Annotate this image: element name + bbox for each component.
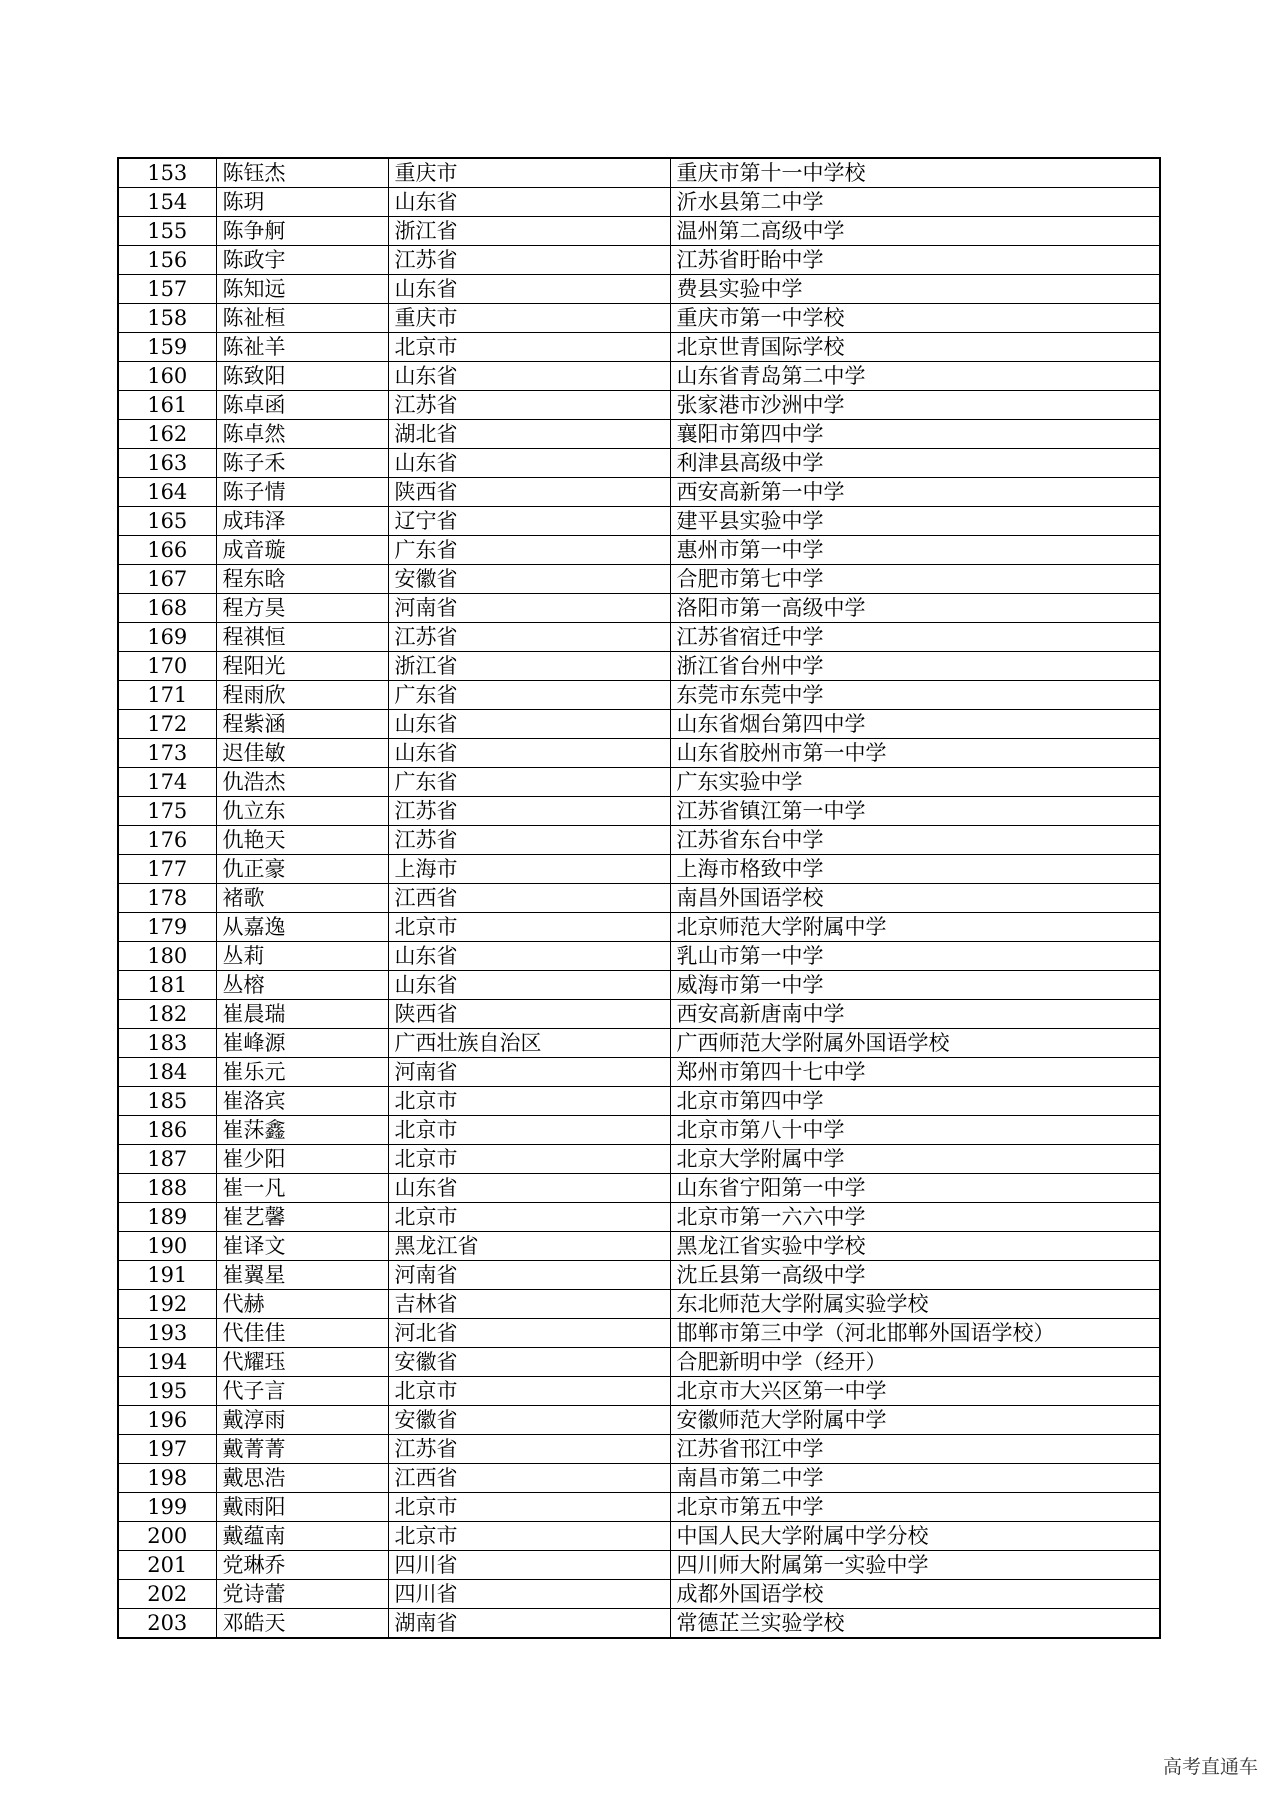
student-name-cell: 程阳光: [216, 652, 388, 681]
row-number-cell: 154: [118, 188, 216, 217]
student-name-cell: 程方昊: [216, 594, 388, 623]
row-number-cell: 190: [118, 1232, 216, 1261]
row-number-cell: 175: [118, 797, 216, 826]
province-cell: 重庆市: [388, 304, 670, 333]
province-cell: 辽宁省: [388, 507, 670, 536]
province-cell: 浙江省: [388, 652, 670, 681]
province-cell: 北京市: [388, 913, 670, 942]
school-name-cell: 威海市第一中学: [670, 971, 1160, 1000]
row-number-cell: 198: [118, 1464, 216, 1493]
school-name-cell: 沈丘县第一高级中学: [670, 1261, 1160, 1290]
province-cell: 山东省: [388, 942, 670, 971]
row-number-cell: 202: [118, 1580, 216, 1609]
student-name-cell: 崔莯鑫: [216, 1116, 388, 1145]
school-name-cell: 西安高新第一中学: [670, 478, 1160, 507]
table-row: [118, 246, 1160, 275]
student-name-cell: 陈政宇: [216, 246, 388, 275]
row-number-cell: 161: [118, 391, 216, 420]
student-name-cell: 戴雨阳: [216, 1493, 388, 1522]
school-name-cell: 北京市大兴区第一中学: [670, 1377, 1160, 1406]
row-number-cell: 162: [118, 420, 216, 449]
student-name-cell: 代佳佳: [216, 1319, 388, 1348]
province-cell: 江苏省: [388, 623, 670, 652]
school-name-cell: 费县实验中学: [670, 275, 1160, 304]
student-name-cell: 成音璇: [216, 536, 388, 565]
school-name-cell: 北京市第四中学: [670, 1087, 1160, 1116]
row-number-cell: 160: [118, 362, 216, 391]
province-cell: 江西省: [388, 884, 670, 913]
province-cell: 河北省: [388, 1319, 670, 1348]
row-number-cell: 187: [118, 1145, 216, 1174]
school-name-cell: 北京世青国际学校: [670, 333, 1160, 362]
province-cell: 上海市: [388, 855, 670, 884]
row-number-cell: 157: [118, 275, 216, 304]
row-number-cell: 172: [118, 710, 216, 739]
province-cell: 河南省: [388, 1058, 670, 1087]
school-name-cell: 惠州市第一中学: [670, 536, 1160, 565]
table-row: [118, 449, 1160, 478]
student-name-cell: 陈知远: [216, 275, 388, 304]
student-name-cell: 程祺恒: [216, 623, 388, 652]
table-row: [118, 942, 1160, 971]
province-cell: 黑龙江省: [388, 1232, 670, 1261]
row-number-cell: 178: [118, 884, 216, 913]
student-name-cell: 陈争舸: [216, 217, 388, 246]
student-name-cell: 崔少阳: [216, 1145, 388, 1174]
student-name-cell: 邓皓天: [216, 1609, 388, 1639]
table-row: [118, 217, 1160, 246]
school-name-cell: 北京市第一六六中学: [670, 1203, 1160, 1232]
student-name-cell: 陈玥: [216, 188, 388, 217]
province-cell: 北京市: [388, 1087, 670, 1116]
province-cell: 四川省: [388, 1580, 670, 1609]
province-cell: 陕西省: [388, 478, 670, 507]
school-name-cell: 南昌外国语学校: [670, 884, 1160, 913]
school-name-cell: 广西师范大学附属外国语学校: [670, 1029, 1160, 1058]
school-name-cell: 沂水县第二中学: [670, 188, 1160, 217]
school-name-cell: 重庆市第十一中学校: [670, 158, 1160, 188]
province-cell: 北京市: [388, 1493, 670, 1522]
student-name-cell: 崔乐元: [216, 1058, 388, 1087]
school-name-cell: 江苏省镇江第一中学: [670, 797, 1160, 826]
province-cell: 山东省: [388, 362, 670, 391]
roster-body: [118, 158, 1160, 1638]
table-row: [118, 420, 1160, 449]
student-name-cell: 崔洛宾: [216, 1087, 388, 1116]
province-cell: 吉林省: [388, 1290, 670, 1319]
province-cell: 山东省: [388, 275, 670, 304]
table-row: [118, 565, 1160, 594]
row-number-cell: 169: [118, 623, 216, 652]
school-name-cell: 中国人民大学附属中学分校: [670, 1522, 1160, 1551]
table-row: [118, 1522, 1160, 1551]
province-cell: 江苏省: [388, 1435, 670, 1464]
table-row: [118, 1580, 1160, 1609]
province-cell: 广东省: [388, 536, 670, 565]
school-name-cell: 山东省宁阳第一中学: [670, 1174, 1160, 1203]
row-number-cell: 180: [118, 942, 216, 971]
watermark: 高考直通车: [1162, 1756, 1258, 1778]
table-row: [118, 739, 1160, 768]
school-name-cell: 重庆市第一中学校: [670, 304, 1160, 333]
row-number-cell: 159: [118, 333, 216, 362]
student-name-cell: 程雨欣: [216, 681, 388, 710]
province-cell: 北京市: [388, 1145, 670, 1174]
row-number-cell: 196: [118, 1406, 216, 1435]
row-number-cell: 200: [118, 1522, 216, 1551]
roster-table: [117, 157, 1161, 1639]
school-name-cell: 上海市格致中学: [670, 855, 1160, 884]
table-row: [118, 1377, 1160, 1406]
row-number-cell: 188: [118, 1174, 216, 1203]
province-cell: 山东省: [388, 188, 670, 217]
province-cell: 北京市: [388, 1522, 670, 1551]
row-number-cell: 179: [118, 913, 216, 942]
row-number-cell: 168: [118, 594, 216, 623]
student-name-cell: 丛榕: [216, 971, 388, 1000]
row-number-cell: 185: [118, 1087, 216, 1116]
school-name-cell: 广东实验中学: [670, 768, 1160, 797]
student-name-cell: 崔一凡: [216, 1174, 388, 1203]
school-name-cell: 浙江省台州中学: [670, 652, 1160, 681]
school-name-cell: 郑州市第四十七中学: [670, 1058, 1160, 1087]
student-name-cell: 党琳乔: [216, 1551, 388, 1580]
table-row: [118, 478, 1160, 507]
row-number-cell: 193: [118, 1319, 216, 1348]
school-name-cell: 北京大学附属中学: [670, 1145, 1160, 1174]
student-name-cell: 陈卓然: [216, 420, 388, 449]
province-cell: 江苏省: [388, 391, 670, 420]
row-number-cell: 201: [118, 1551, 216, 1580]
student-name-cell: 陈子禾: [216, 449, 388, 478]
student-name-cell: 代赫: [216, 1290, 388, 1319]
student-name-cell: 崔译文: [216, 1232, 388, 1261]
table-row: [118, 594, 1160, 623]
student-name-cell: 党诗蕾: [216, 1580, 388, 1609]
school-name-cell: 山东省青岛第二中学: [670, 362, 1160, 391]
school-name-cell: 江苏省邗江中学: [670, 1435, 1160, 1464]
table-row: [118, 1029, 1160, 1058]
row-number-cell: 156: [118, 246, 216, 275]
school-name-cell: 南昌市第二中学: [670, 1464, 1160, 1493]
row-number-cell: 192: [118, 1290, 216, 1319]
student-name-cell: 仇浩杰: [216, 768, 388, 797]
student-name-cell: 丛莉: [216, 942, 388, 971]
school-name-cell: 合肥新明中学（经开）: [670, 1348, 1160, 1377]
school-name-cell: 乳山市第一中学: [670, 942, 1160, 971]
table-row: [118, 855, 1160, 884]
province-cell: 河南省: [388, 1261, 670, 1290]
row-number-cell: 184: [118, 1058, 216, 1087]
student-name-cell: 仇立东: [216, 797, 388, 826]
school-name-cell: 利津县高级中学: [670, 449, 1160, 478]
student-name-cell: 戴蕴南: [216, 1522, 388, 1551]
student-name-cell: 戴淳雨: [216, 1406, 388, 1435]
province-cell: 安徽省: [388, 1348, 670, 1377]
school-name-cell: 江苏省宿迁中学: [670, 623, 1160, 652]
school-name-cell: 合肥市第七中学: [670, 565, 1160, 594]
table-row: [118, 1348, 1160, 1377]
province-cell: 广东省: [388, 768, 670, 797]
table-row: [118, 362, 1160, 391]
table-row: [118, 1116, 1160, 1145]
school-name-cell: 张家港市沙洲中学: [670, 391, 1160, 420]
table-row: [118, 913, 1160, 942]
school-name-cell: 山东省烟台第四中学: [670, 710, 1160, 739]
student-name-cell: 陈卓函: [216, 391, 388, 420]
province-cell: 山东省: [388, 739, 670, 768]
province-cell: 四川省: [388, 1551, 670, 1580]
school-name-cell: 黑龙江省实验中学校: [670, 1232, 1160, 1261]
table-row: [118, 884, 1160, 913]
table-row: [118, 971, 1160, 1000]
table-row: [118, 1232, 1160, 1261]
student-name-cell: 陈祉桓: [216, 304, 388, 333]
table-row: [118, 1551, 1160, 1580]
student-name-cell: 从嘉逸: [216, 913, 388, 942]
province-cell: 江西省: [388, 1464, 670, 1493]
student-name-cell: 成玮泽: [216, 507, 388, 536]
province-cell: 浙江省: [388, 217, 670, 246]
student-name-cell: 程紫涵: [216, 710, 388, 739]
school-name-cell: 常德芷兰实验学校: [670, 1609, 1160, 1639]
table-row: [118, 507, 1160, 536]
table-row: [118, 391, 1160, 420]
row-number-cell: 174: [118, 768, 216, 797]
school-name-cell: 东北师范大学附属实验学校: [670, 1290, 1160, 1319]
student-name-cell: 崔晨瑞: [216, 1000, 388, 1029]
student-name-cell: 代耀珏: [216, 1348, 388, 1377]
student-name-cell: 陈子情: [216, 478, 388, 507]
table-row: [118, 1058, 1160, 1087]
row-number-cell: 186: [118, 1116, 216, 1145]
row-number-cell: 166: [118, 536, 216, 565]
table-row: [118, 1290, 1160, 1319]
school-name-cell: 襄阳市第四中学: [670, 420, 1160, 449]
row-number-cell: 191: [118, 1261, 216, 1290]
school-name-cell: 西安高新唐南中学: [670, 1000, 1160, 1029]
student-name-cell: 崔峰源: [216, 1029, 388, 1058]
school-name-cell: 山东省胶州市第一中学: [670, 739, 1160, 768]
row-number-cell: 189: [118, 1203, 216, 1232]
school-name-cell: 北京市第五中学: [670, 1493, 1160, 1522]
school-name-cell: 四川师大附属第一实验中学: [670, 1551, 1160, 1580]
province-cell: 广西壮族自治区: [388, 1029, 670, 1058]
province-cell: 北京市: [388, 1203, 670, 1232]
province-cell: 北京市: [388, 1377, 670, 1406]
province-cell: 山东省: [388, 449, 670, 478]
student-name-cell: 陈致阳: [216, 362, 388, 391]
student-name-cell: 仇艳天: [216, 826, 388, 855]
table-row: [118, 1609, 1160, 1639]
province-cell: 北京市: [388, 333, 670, 362]
row-number-cell: 183: [118, 1029, 216, 1058]
row-number-cell: 197: [118, 1435, 216, 1464]
table-row: [118, 797, 1160, 826]
student-name-cell: 陈钰杰: [216, 158, 388, 188]
row-number-cell: 167: [118, 565, 216, 594]
table-row: [118, 1261, 1160, 1290]
province-cell: 山东省: [388, 971, 670, 1000]
school-name-cell: 北京师范大学附属中学: [670, 913, 1160, 942]
row-number-cell: 171: [118, 681, 216, 710]
school-name-cell: 安徽师范大学附属中学: [670, 1406, 1160, 1435]
table-row: [118, 768, 1160, 797]
student-name-cell: 崔艺馨: [216, 1203, 388, 1232]
province-cell: 陕西省: [388, 1000, 670, 1029]
table-row: [118, 1406, 1160, 1435]
table-row: [118, 1464, 1160, 1493]
province-cell: 山东省: [388, 1174, 670, 1203]
province-cell: 江苏省: [388, 246, 670, 275]
school-name-cell: 洛阳市第一高级中学: [670, 594, 1160, 623]
table-row: [118, 1435, 1160, 1464]
table-row: [118, 275, 1160, 304]
table-row: [118, 826, 1160, 855]
row-number-cell: 158: [118, 304, 216, 333]
province-cell: 北京市: [388, 1116, 670, 1145]
student-name-cell: 仇正豪: [216, 855, 388, 884]
table-row: [118, 681, 1160, 710]
school-name-cell: 邯郸市第三中学（河北邯郸外国语学校）: [670, 1319, 1160, 1348]
table-row: [118, 304, 1160, 333]
school-name-cell: 江苏省东台中学: [670, 826, 1160, 855]
student-name-cell: 程东晗: [216, 565, 388, 594]
province-cell: 安徽省: [388, 1406, 670, 1435]
province-cell: 广东省: [388, 681, 670, 710]
table-row: [118, 1493, 1160, 1522]
table-row: [118, 536, 1160, 565]
province-cell: 安徽省: [388, 565, 670, 594]
table-row: [118, 1319, 1160, 1348]
student-name-cell: 代子言: [216, 1377, 388, 1406]
row-number-cell: 170: [118, 652, 216, 681]
row-number-cell: 165: [118, 507, 216, 536]
province-cell: 重庆市: [388, 158, 670, 188]
row-number-cell: 182: [118, 1000, 216, 1029]
student-name-cell: 陈祉羊: [216, 333, 388, 362]
table-row: [118, 623, 1160, 652]
school-name-cell: 建平县实验中学: [670, 507, 1160, 536]
row-number-cell: 163: [118, 449, 216, 478]
row-number-cell: 155: [118, 217, 216, 246]
province-cell: 湖北省: [388, 420, 670, 449]
table-row: [118, 710, 1160, 739]
row-number-cell: 177: [118, 855, 216, 884]
table-row: [118, 1087, 1160, 1116]
province-cell: 河南省: [388, 594, 670, 623]
province-cell: 江苏省: [388, 826, 670, 855]
row-number-cell: 199: [118, 1493, 216, 1522]
table-row: [118, 1174, 1160, 1203]
row-number-cell: 173: [118, 739, 216, 768]
school-name-cell: 温州第二高级中学: [670, 217, 1160, 246]
row-number-cell: 176: [118, 826, 216, 855]
student-name-cell: 戴思浩: [216, 1464, 388, 1493]
school-name-cell: 成都外国语学校: [670, 1580, 1160, 1609]
school-name-cell: 东莞市东莞中学: [670, 681, 1160, 710]
row-number-cell: 181: [118, 971, 216, 1000]
province-cell: 山东省: [388, 710, 670, 739]
student-name-cell: 崔翼星: [216, 1261, 388, 1290]
student-name-cell: 褚歌: [216, 884, 388, 913]
table-row: [118, 333, 1160, 362]
table-row: [118, 158, 1160, 188]
table-row: [118, 188, 1160, 217]
school-name-cell: 北京市第八十中学: [670, 1116, 1160, 1145]
table-row: [118, 1000, 1160, 1029]
table-row: [118, 1145, 1160, 1174]
row-number-cell: 195: [118, 1377, 216, 1406]
row-number-cell: 194: [118, 1348, 216, 1377]
row-number-cell: 164: [118, 478, 216, 507]
row-number-cell: 203: [118, 1609, 216, 1639]
province-cell: 湖南省: [388, 1609, 670, 1639]
table-row: [118, 652, 1160, 681]
student-name-cell: 戴菁菁: [216, 1435, 388, 1464]
school-name-cell: 江苏省盱眙中学: [670, 246, 1160, 275]
province-cell: 江苏省: [388, 797, 670, 826]
student-name-cell: 迟佳敏: [216, 739, 388, 768]
table-row: [118, 1203, 1160, 1232]
row-number-cell: 153: [118, 158, 216, 188]
